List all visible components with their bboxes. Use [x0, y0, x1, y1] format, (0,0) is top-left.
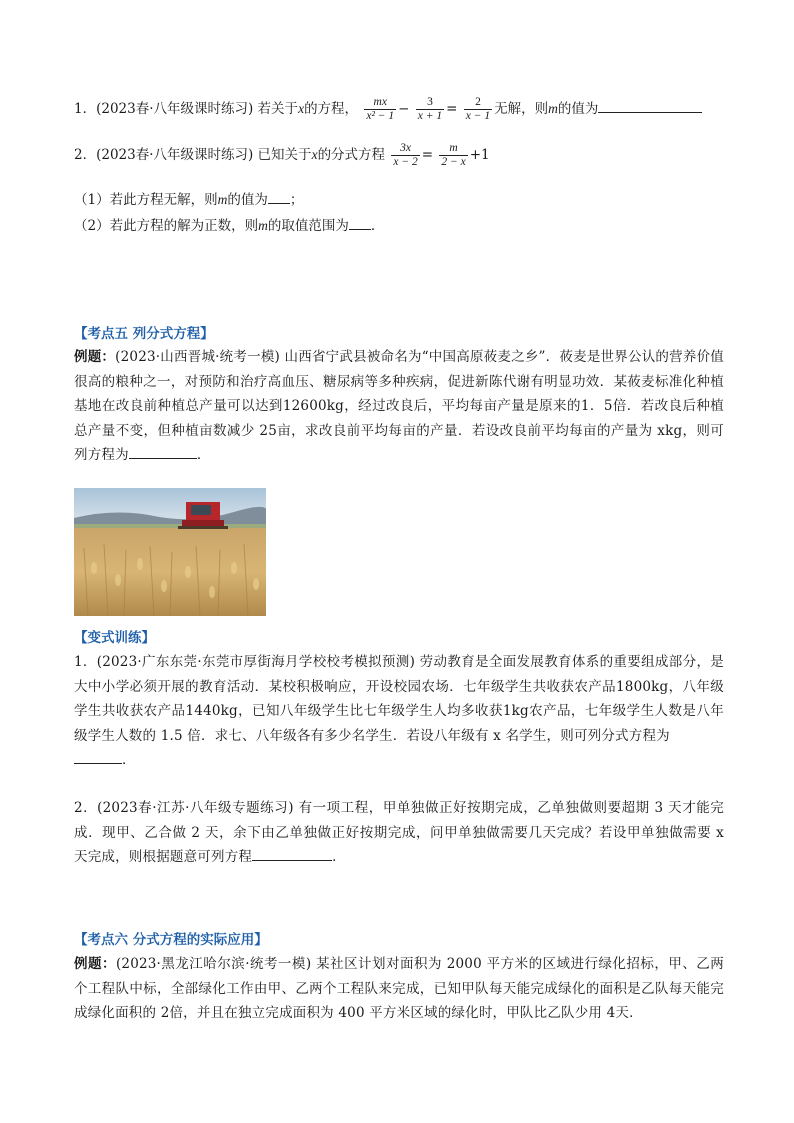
answer-blank: [129, 446, 197, 459]
fraction-1: $\frac{mx}{\text{x² − 1}}$: [366, 96, 395, 122]
section-6-heading: 【考点六 分式方程的实际应用】: [74, 932, 268, 948]
section-5-heading: 【考点五 列分式方程】: [74, 326, 214, 342]
answer-blank: [268, 191, 290, 204]
section-6-example: 例题：(2023·黑龙江哈尔滨·统考一模) 某社区计划对面积为 2000 平方米的区域进行绿化招标，甲、乙两个工程队中标，全部绿化工作由甲、乙两个工程队来完成，已知甲队每天能完成绿化的面积是乙队每天能完成绿化面积的 2倍，并且在独立完成面积为 400 平方米区域的绿化时，甲队比乙队少用 4天．: [74, 956, 724, 1021]
oat-field-harvester-photo: [74, 488, 266, 616]
answer-blank: [74, 751, 122, 764]
section-5-example: 例题：(2023·山西晋城·统考一模) 山西省宁武县被命名为“中国高原莜麦之乡”．莜麦是世界公认的营养价值很高的粮种之一，对预防和治疗高血压、糖尿病等多种疾病，促进新陈代谢有明显功效．某莜麦标准化种植基地在改良前种植总产量可以达到12600kg，经过改良后，平均每亩产量是原来的1．5倍．若改良后种植总产量不变，但种植亩数减少 25亩，求改良前平均每亩的产量．若设改良前平均每亩的产量为 xkg，则可列方程为 ．: [74, 349, 724, 463]
fraction-3: $\frac{2}{x - 1}$: [465, 96, 491, 122]
question-2-sub-2: （2）若此方程的解为正数，则m的取值范围为 ．: [74, 218, 385, 234]
variant-question-1: 1．(2023·广东东莞·东莞市厚街海月学校校考模拟预测) 劳动教育是全面发展教育体系的重要组成部分，是大中小学必须开展的教育活动．某校积极响应，开设校园农场．七年级学生共收获农产品1800kg，八年级学生共收获农产品1440kg，已知八年级学生比七年级学生人均多收获1kg农产品，七年级学生人数是八年级学生人数的 1.5 倍．求七、八年级各有多少名学生．若设八年级有 x 名学生，则可列分式方程为 ．: [74, 654, 724, 768]
answer-blank: [252, 848, 332, 861]
fraction-2: $\frac{3}{x + 1}$: [417, 96, 443, 122]
answer-blank: [598, 100, 702, 113]
fraction-q2-left: $\frac{3x}{x - 2}$: [393, 142, 418, 168]
question-2-sub-1: （1）若此方程无解，则m的值为 ；: [74, 192, 304, 208]
answer-blank: [349, 217, 371, 230]
fraction-q2-right: $\frac{m}{2 - x}$: [441, 142, 466, 168]
question-1: 1．(2023春·八年级课时练习) 若关于x的方程， $\frac{mx}{\text{x² − 1}}$ − $\frac{3}{x + 1}$ = $\frac{2}{x - 1}$ 无解，则m的值为: [74, 96, 702, 123]
variant-question-2: 2．(2023春·江苏·八年级专题练习) 有一项工程，甲单独做正好按期完成，乙单独做则要超期 3 天才能完成．现甲、乙合做 2 天，余下由乙单独做正好按期完成，问甲单独做需要几天完成？若设甲单独做需要 x 天完成，则根据题意可列方程 ．: [74, 800, 724, 865]
question-2: 2．(2023春·八年级课时练习) 已知关于x的分式方程 $\frac{3x}{x - 2}$ = $\frac{m}{2 - x}$ +1: [74, 142, 490, 168]
variant-heading: 【变式训练】: [74, 630, 155, 646]
